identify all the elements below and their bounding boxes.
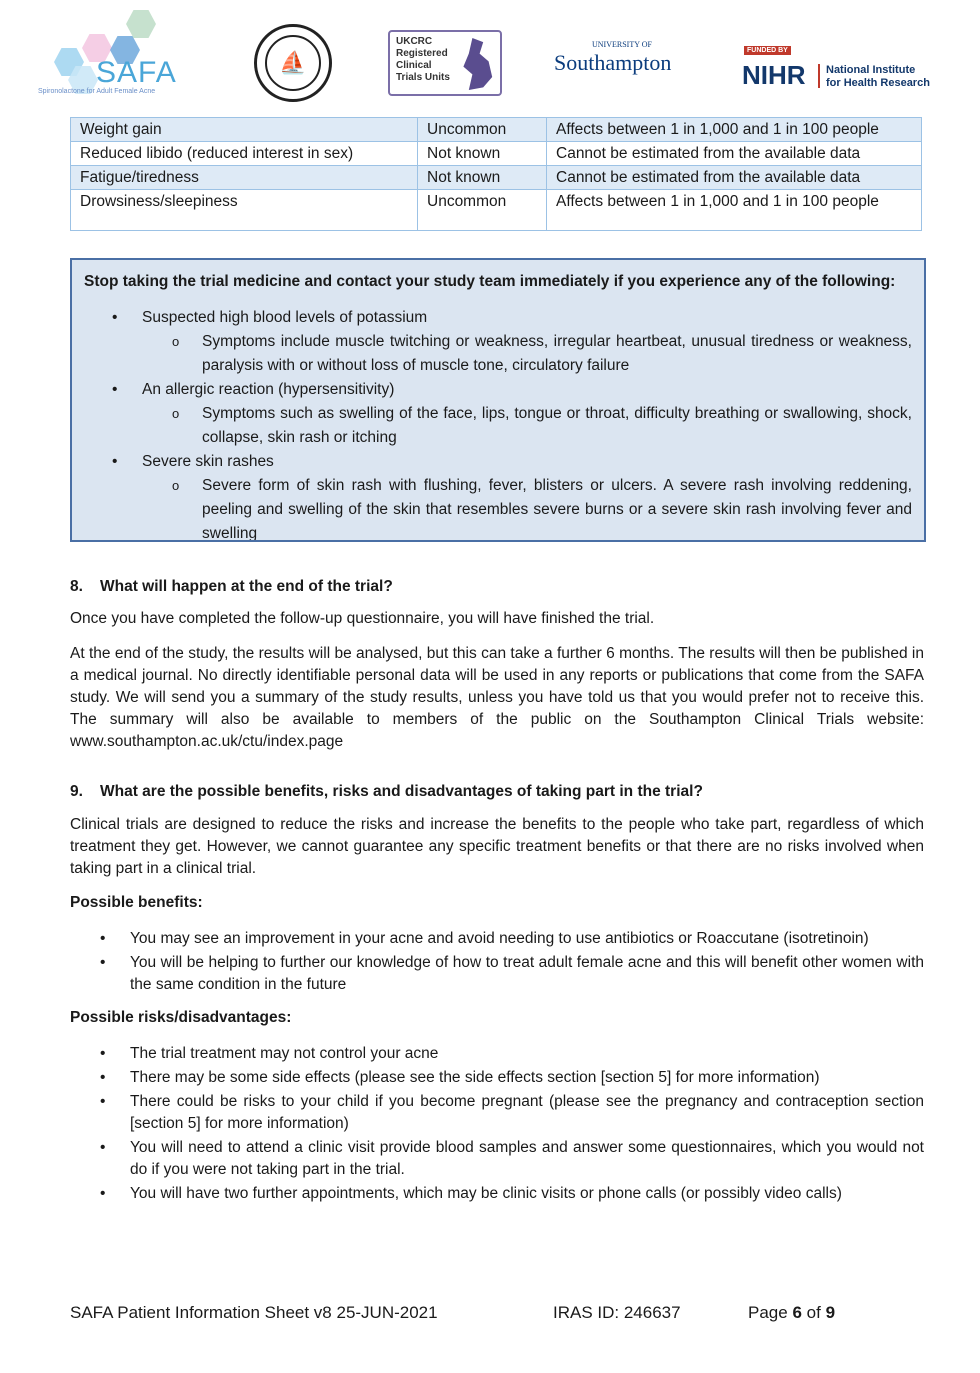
warning-detail: o Symptoms include muscle twitching or weakness, irregular heartbeat, unusual tiredness or weakness, paralysis with or without loss of muscle tone, circulatory failure (84, 330, 912, 378)
nihr-full-name (826, 64, 930, 90)
list-item: • There could be risks to your child if you become pregnant (please see the pregnancy and contraception section [section 5] for more information) (70, 1091, 924, 1135)
nihr-divider (818, 64, 820, 88)
section-title: What are the possible benefits, risks and disadvantages of taking part in the trial? (100, 783, 703, 800)
list-item: • You will be helping to further our knowledge of how to treat adult female acne and this will benefit other women with the same condition in the future (70, 952, 924, 996)
section-8-heading (70, 578, 393, 596)
table-row (71, 166, 922, 190)
nihr-name-line2: for Health Research (826, 77, 930, 89)
frequency-cell: Uncommon (418, 190, 547, 231)
benefits-list (70, 928, 924, 998)
page-total: 9 (825, 1303, 836, 1322)
ukcrc-line: Clinical (396, 60, 432, 71)
section-8-paragraph-2: At the end of the study, the results will be analysed, but this can take a further 6 months. The results will then be published in a medical journal. No directly identifiable personal data will be used in any reports or publications that come from the SAFA study. We will send you a summary of the study results, unless you have told us that you would prefer not to receive this. The summary will also be available to members of the public on the Southampton Clinical Trials website: www.southampton.ac.uk/ctu/index.page (70, 645, 924, 750)
list-item: • The trial treatment may not control your acne (70, 1043, 924, 1065)
list-item: • You will have two further appointments, which may be clinic visits or phone calls (or possibly video calls) (70, 1183, 924, 1205)
clinical-trials-unit-seal (254, 24, 332, 102)
risks-list (70, 1043, 924, 1207)
soton-logo-small: UNIVERSITY OF (592, 40, 652, 49)
page-of: of (806, 1303, 821, 1322)
effect-cell: Weight gain (71, 118, 418, 142)
effect-cell: Drowsiness/sleepiness (71, 190, 418, 231)
safa-logo (34, 8, 184, 100)
footer-doc-title: SAFA Patient Information Sheet v8 25-JUN-2021 (70, 1303, 438, 1322)
footer-iras-id: IRAS ID: 246637 (553, 1303, 681, 1322)
warning-item: • An allergic reaction (hypersensitivity) (84, 378, 912, 402)
table-row (71, 190, 922, 231)
footer-page-number (748, 1303, 835, 1323)
table-row (71, 142, 922, 166)
section-number: 8. (70, 578, 83, 595)
description-cell: Cannot be estimated from the available data (547, 166, 922, 190)
section-title: What will happen at the end of the trial? (100, 578, 393, 595)
ukcrc-logo (388, 30, 502, 96)
description-cell: Cannot be estimated from the available data (547, 142, 922, 166)
list-item: • You will need to attend a clinic visit provide blood samples and answer some questionnaires, which you would not do if you were not taking part in the trial. (70, 1137, 924, 1181)
list-item: • There may be some side effects (please see the side effects section [section 5] for more information) (70, 1067, 924, 1089)
nihr-name-line1: National Institute (826, 64, 916, 76)
safa-logo-text: SAFA (96, 56, 177, 89)
warning-item: • Severe skin rashes (84, 450, 912, 474)
safa-logo-subtitle: Spironolactone for Adult Female Acne (38, 88, 156, 95)
nihr-funded-by: FUNDED BY (744, 46, 791, 55)
warning-detail: o Severe form of skin rash with flushing, fever, blisters or ulcers. A severe rash involving reddening, peeling and swelling of the skin that resembles severe burns or a severe skin rash involving fever and swelling (84, 474, 912, 542)
soton-logo-name: Southampton (554, 50, 672, 75)
frequency-cell: Not known (418, 142, 547, 166)
page-prefix: Page (748, 1303, 788, 1322)
frequency-cell: Uncommon (418, 118, 547, 142)
list-item: • You may see an improvement in your acne and avoid needing to use antibiotics or Roaccutane (isotretinoin) (70, 928, 924, 950)
warning-list (84, 306, 912, 542)
risks-heading: Possible risks/disadvantages: (70, 1009, 292, 1026)
section-number: 9. (70, 783, 83, 800)
nihr-abbrev: NIHR (742, 60, 806, 90)
ship-icon: ⛵ (265, 35, 321, 91)
warning-title: Stop taking the trial medicine and contact your study team immediately if you experience any of the following: (84, 273, 896, 290)
benefits-heading: Possible benefits: (70, 894, 203, 911)
nihr-logo (740, 46, 940, 96)
ukcrc-line: Trials Units (396, 72, 450, 83)
effect-cell: Reduced libido (reduced interest in sex) (71, 142, 418, 166)
header-logos (30, 6, 940, 102)
university-of-southampton-logo (554, 40, 672, 76)
section-9-intro: Clinical trials are designed to reduce the risks and increase the benefits to the people who take part, regardless of which treatment they get. However, we cannot guarantee any specific treatment benefits or that there are no risks involved when taking part in a clinical trial. (70, 816, 924, 877)
effect-cell: Fatigue/tiredness (71, 166, 418, 190)
section-9-heading (70, 783, 703, 801)
frequency-cell: Not known (418, 166, 547, 190)
warning-detail: o Symptoms such as swelling of the face, lips, tongue or throat, difficulty breathing or swallowing, shock, collapse, skin rash or itching (84, 402, 912, 450)
description-cell: Affects between 1 in 1,000 and 1 in 100 people (547, 118, 922, 142)
ukcrc-line: Registered (396, 48, 448, 59)
stop-medicine-warning-box (70, 258, 926, 542)
ukcrc-line: UKCRC (396, 36, 433, 47)
description-cell: Affects between 1 in 1,000 and 1 in 100 people (547, 190, 922, 231)
section-8-paragraph-1: Once you have completed the follow-up questionnaire, you will have finished the trial. (70, 610, 655, 627)
table-row (71, 118, 922, 142)
page-current: 6 (792, 1303, 802, 1322)
warning-item: • Suspected high blood levels of potassium (84, 306, 912, 330)
side-effects-table (70, 117, 922, 231)
